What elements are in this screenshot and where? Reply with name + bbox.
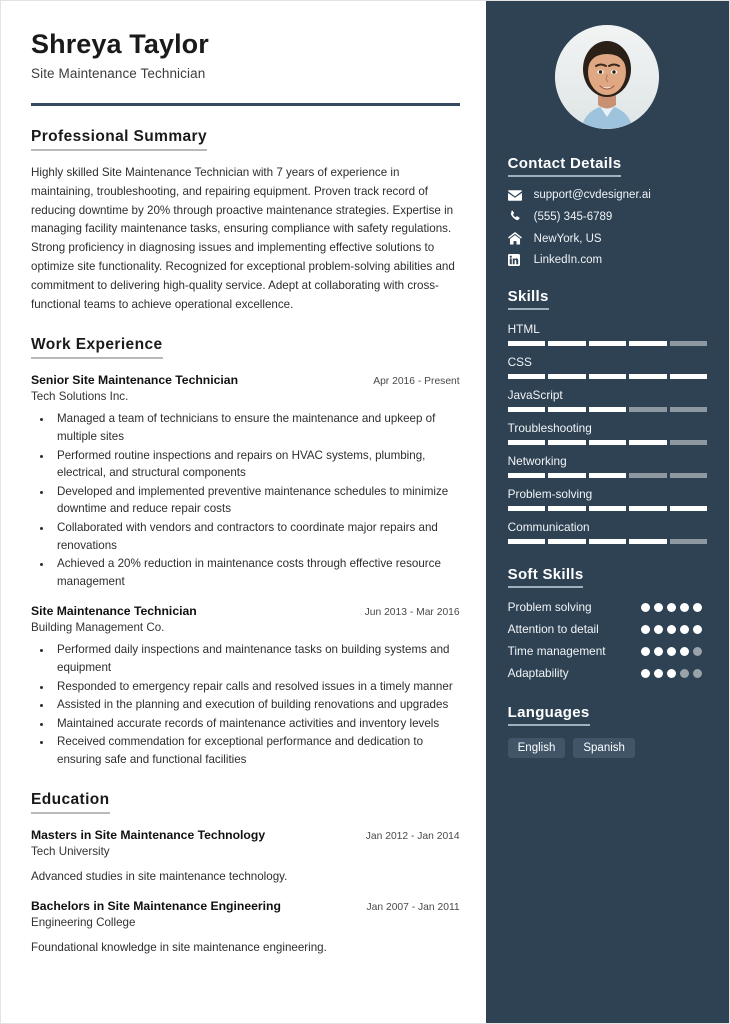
soft-skill-label: Problem solving [507, 600, 592, 614]
section-title-skills: Skills [508, 288, 549, 310]
education-entry [31, 828, 460, 885]
skill-segment [629, 473, 666, 478]
skill-segment [629, 440, 666, 445]
rating-dot [641, 603, 650, 612]
education-entry-date: Jan 2012 - Jan 2014 [365, 830, 460, 842]
education-entry-school: Tech University [31, 844, 110, 858]
rating-dot [693, 625, 702, 634]
skill-item [508, 355, 707, 379]
soft-skills-list [508, 600, 707, 682]
rating-dot [680, 647, 689, 656]
skill-item [508, 421, 707, 445]
resume-sidebar [486, 1, 729, 1023]
education-entry-degree: Bachelors in Site Maintenance Engineering [31, 899, 281, 914]
work-bullet: • Performed routine inspections and repairs on HVAC systems, plumbing, electrical, and structural components [53, 447, 460, 482]
work-bullet: • Maintained accurate records of maintenance activities and inventory levels [53, 715, 460, 733]
work-entry-company: Building Management Co. [31, 621, 165, 635]
profile-photo-icon [555, 25, 659, 129]
home-icon [508, 232, 528, 245]
rating-dot [680, 669, 689, 678]
resume-main-column [1, 1, 486, 1023]
work-entry [31, 604, 460, 768]
work-bullet: • Assisted in the planning and execution of building renovations and upgrades [53, 696, 460, 714]
rating-dot [680, 625, 689, 634]
section-title-work-experience: Work Experience [31, 336, 163, 359]
contact-item-email[interactable] [508, 189, 707, 201]
skill-level-bar [508, 440, 707, 445]
contact-linkedin-value: LinkedIn.com [533, 254, 603, 266]
skill-segment [508, 374, 545, 379]
skill-segment [670, 473, 707, 478]
section-title-soft-skills: Soft Skills [508, 566, 584, 588]
skill-segment [589, 341, 626, 346]
rating-dot [641, 625, 650, 634]
soft-skill-item [508, 666, 707, 682]
soft-skill-item [508, 600, 707, 616]
skill-label: Communication [507, 520, 590, 534]
candidate-name: Shreya Taylor [31, 29, 209, 59]
soft-skill-rating [641, 622, 707, 634]
soft-skill-item [508, 622, 707, 638]
skill-label: Networking [507, 454, 567, 468]
work-bullet: • Received commendation for exceptional performance and dedication to ensuring safe and functional facilities [53, 733, 460, 768]
skill-segment [548, 407, 585, 412]
soft-skill-rating [641, 666, 707, 678]
skill-segment [508, 440, 545, 445]
rating-dot [654, 647, 663, 656]
work-bullet: • Responded to emergency repair calls and resolved issues in a timely manner [53, 678, 460, 696]
rating-dot [667, 647, 676, 656]
header-divider [31, 103, 460, 106]
skill-segment [670, 407, 707, 412]
skill-label: CSS [507, 355, 532, 369]
skill-segment [589, 473, 626, 478]
rating-dot [667, 669, 676, 678]
skill-label: Problem-solving [507, 487, 593, 501]
soft-skill-rating [641, 644, 707, 656]
skill-segment [629, 407, 666, 412]
section-title-languages: Languages [508, 704, 590, 726]
phone-icon [508, 210, 528, 223]
skill-segment [670, 341, 707, 346]
skill-segment [508, 473, 545, 478]
skill-level-bar [508, 473, 707, 478]
linkedin-icon [508, 254, 528, 266]
section-title-professional-summary: Professional Summary [31, 128, 207, 151]
skill-segment [670, 374, 707, 379]
language-chip: English [508, 738, 566, 758]
education-entry-description: Foundational knowledge in site maintenance engineering. [31, 941, 327, 955]
skill-segment [548, 506, 585, 511]
education-entry-header [31, 828, 460, 842]
work-entry-header [31, 373, 460, 387]
work-entry-title: Site Maintenance Technician [31, 604, 197, 619]
education-entry-description: Advanced studies in site maintenance technology. [31, 869, 288, 883]
skill-segment [548, 341, 585, 346]
skill-segment [508, 407, 545, 412]
rating-dot [667, 625, 676, 634]
skill-level-bar [508, 407, 707, 412]
soft-skill-label: Time management [507, 643, 606, 658]
rating-dot [693, 603, 702, 612]
contact-phone-value: (555) 345-6789 [533, 210, 613, 223]
work-entry-bullets [31, 410, 460, 590]
work-entry-date: Jun 2013 - Mar 2016 [364, 607, 460, 619]
work-entry-title: Senior Site Maintenance Technician [31, 373, 239, 388]
skill-segment [670, 440, 707, 445]
education-section [31, 791, 460, 957]
avatar-container [508, 25, 707, 129]
rating-dot [641, 669, 650, 678]
skill-segment [508, 506, 545, 511]
skill-level-bar [508, 341, 707, 346]
skill-segment [670, 506, 707, 511]
work-entry-bullets [31, 641, 460, 768]
contact-location-value: NewYork, US [533, 232, 602, 245]
languages-list [508, 738, 707, 758]
work-entry-date: Apr 2016 - Present [373, 376, 460, 388]
section-title-education: Education [31, 791, 110, 814]
work-bullet: • Developed and implemented preventive maintenance schedules to minimize downtime and reduce repair costs [53, 483, 460, 518]
skill-item [508, 454, 707, 478]
contact-item-phone[interactable] [508, 210, 707, 223]
contact-email-value: support@cvdesigner.ai [533, 189, 651, 201]
rating-dot [654, 625, 663, 634]
skill-segment [548, 473, 585, 478]
skill-segment [548, 374, 585, 379]
work-entry-header [31, 604, 460, 618]
work-entry [31, 373, 460, 590]
skill-item [508, 322, 707, 346]
skill-level-bar [508, 506, 707, 511]
rating-dot [667, 603, 676, 612]
soft-skills-section [508, 566, 707, 682]
skill-segment [629, 539, 666, 544]
soft-skill-label: Attention to detail [507, 621, 599, 636]
education-entry-degree: Masters in Site Maintenance Technology [31, 827, 266, 842]
skill-item [508, 487, 707, 511]
resume-header [31, 29, 460, 106]
work-bullet: • Managed a team of technicians to ensure the maintenance and upkeep of multiple sites [53, 410, 460, 445]
rating-dot [693, 669, 702, 678]
skill-segment [548, 440, 585, 445]
contact-item-location[interactable] [508, 232, 707, 245]
work-experience-section [31, 336, 460, 768]
skill-segment [589, 407, 626, 412]
skills-section [508, 288, 707, 544]
skill-segment [589, 539, 626, 544]
skill-level-bar [508, 374, 707, 379]
skill-level-bar [508, 539, 707, 544]
education-entry-school: Engineering College [31, 916, 136, 930]
skill-segment [548, 539, 585, 544]
rating-dot [680, 603, 689, 612]
skill-segment [589, 506, 626, 511]
skill-segment [670, 539, 707, 544]
skill-label: Troubleshooting [507, 421, 592, 435]
section-title-contact-details: Contact Details [508, 155, 622, 177]
skill-label: HTML [507, 322, 540, 336]
envelope-icon [508, 190, 528, 201]
skill-segment [508, 341, 545, 346]
education-entry-date: Jan 2007 - Jan 2011 [366, 902, 460, 914]
work-bullet: • Performed daily inspections and maintenance tasks on building systems and equipment [53, 641, 460, 676]
contact-details-section [508, 155, 707, 266]
avatar [555, 25, 659, 129]
work-bullet: • Achieved a 20% reduction in maintenance costs through effective resource management [53, 555, 460, 590]
skill-segment [629, 506, 666, 511]
rating-dot [693, 647, 702, 656]
contact-item-linkedin[interactable] [508, 254, 707, 266]
professional-summary-text: Highly skilled Site Maintenance Technician with 7 years of experience in maintaining, troubleshooting, and repairing equipment. Proven track record of reducing downtime by 20% through proactive maintenance strategies. Expertise in managing facility maintenance tasks, ensuring compliance with safety regulations. Strong proficiency in diagnosing issues and implementing effective solutions to optimize site functionality. Recognized for exceptional problem-solving abilities and commitment to delivering high-quality service. Adept at collaborating with cross-functional teams to achieve operational excellence. [31, 166, 455, 311]
rating-dot [641, 647, 650, 656]
skill-segment [629, 341, 666, 346]
skill-segment [589, 374, 626, 379]
language-chip: Spanish [573, 738, 635, 758]
rating-dot [654, 603, 663, 612]
soft-skill-label: Adaptability [507, 665, 569, 680]
soft-skill-item [508, 644, 707, 660]
work-bullet: • Collaborated with vendors and contractors to coordinate major repairs and renovations [53, 519, 460, 554]
skill-item [508, 388, 707, 412]
rating-dot [654, 669, 663, 678]
candidate-job-title: Site Maintenance Technician [31, 66, 206, 82]
professional-summary-section [31, 128, 460, 314]
skill-item [508, 520, 707, 544]
skill-label: JavaScript [507, 388, 563, 402]
skill-segment [589, 440, 626, 445]
skill-segment [508, 539, 545, 544]
skills-list [508, 322, 707, 544]
skill-segment [629, 374, 666, 379]
soft-skill-rating [641, 600, 707, 612]
education-entry [31, 899, 460, 956]
work-entry-company: Tech Solutions Inc. [31, 390, 129, 404]
languages-section [508, 704, 707, 758]
education-entry-header [31, 899, 460, 913]
